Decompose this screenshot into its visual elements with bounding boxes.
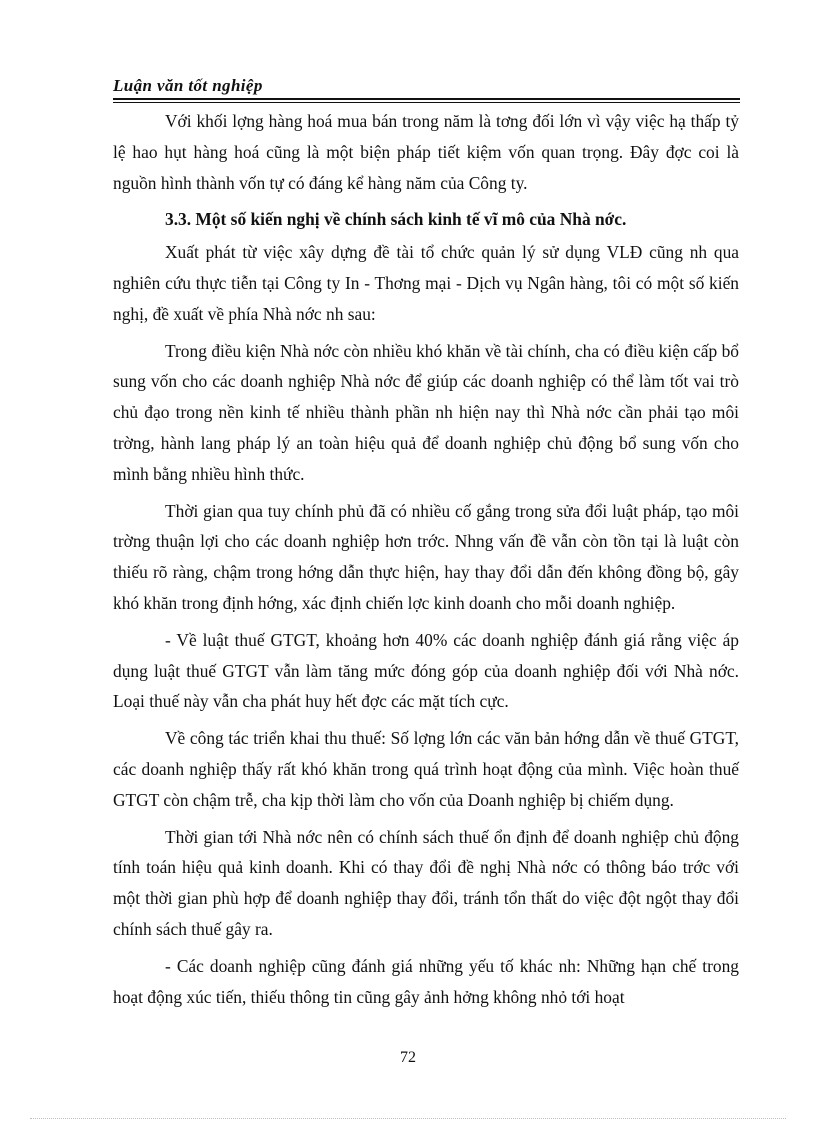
paragraph-stable-tax-policy: Thời gian tới Nhà nớc nên có chính sách thuế ổn định để doanh nghiệp chủ động tính toán hiệu quả kinh doanh. Khi có thay đổi đề nghị Nhà nớc có thông báo trớc với một thời gian phù hợp để doanh nghiệp thay đổi, tránh tổn thất do việc đột ngột thay đổi chính sách thuế gây ra. (113, 826, 739, 939)
paragraph-legal-reform: Thời gian qua tuy chính phủ đã có nhiều cố gắng trong sửa đổi luật pháp, tạo môi trờng thuận lợi cho các doanh nghiệp hơn trớc. Nhng vấn đề vẫn còn tồn tại là luật còn thiếu rõ ràng, chậm trong hớng dẫn thực hiện, hay thay đổi dẫn đến không đồng bộ, gây khó khăn trong định hớng, xác định chiến lợc kinh doanh cho mỗi doanh nghiệp. (113, 500, 739, 613)
body-text (113, 106, 739, 1018)
section-heading-3-3: 3.3. Một số kiến nghị về chính sách kinh tế vĩ mô của Nhà nớc. (165, 209, 627, 230)
paragraph-state-finance: Trong điều kiện Nhà nớc còn nhiều khó khăn về tài chính, cha có điều kiện cấp bổ sung vốn cho các doanh nghiệp Nhà nớc để giúp các doanh nghiệp có thể làm tốt vai trò chủ đạo trong nền kinh tế nhiều thành phần nh hiện nay thì Nhà nớc cần phải tạo môi trờng, hành lang pháp lý an toàn hiệu quả để doanh nghiệp chủ động bổ sung vốn cho mình bằng nhiều hình thức. (113, 340, 739, 484)
header-rule-thick (113, 98, 740, 100)
paragraph-intro-recommendations: Xuất phát từ việc xây dựng đề tài tổ chức quản lý sử dụng VLĐ cũng nh qua nghiên cứu thực tiễn tại Công ty In - Thơng mại - Dịch vụ Ngân hàng, tôi có một số kiến nghị, đề xuất về phía Nhà nớc nh sau: (113, 242, 739, 324)
header-rule-thin (113, 102, 740, 103)
paragraph-other-factors: - Các doanh nghiệp cũng đánh giá những yếu tố khác nh: Những hạn chế trong hoạt động xúc tiến, thiếu thông tin cũng gây ảnh hởng không nhỏ tới hoạt (113, 955, 739, 1007)
running-header: Luận văn tốt nghiệp (113, 76, 263, 95)
page-number: 72 (400, 1049, 416, 1066)
paragraph-tax-collection: Về công tác triển khai thu thuế: Số lợng lớn các văn bản hớng dẫn về thuế GTGT, các doanh nghiệp thấy rất khó khăn trong quá trình hoạt động của mình. Việc hoàn thuế GTGT còn chậm trễ, cha kịp thời làm cho vốn của Doanh nghiệp bị chiếm dụng. (113, 728, 739, 810)
paragraph-vat-law: - Về luật thuế GTGT, khoảng hơn 40% các doanh nghiệp đánh giá rằng việc áp dụng luật thuế GTGT vẫn làm tăng mức đóng góp của doanh nghiệp đối với Nhà nớc. Loại thuế này vẫn cha phát huy hết đợc các mặt tích cực. (113, 629, 739, 712)
page-bottom-divider (30, 1118, 786, 1119)
paragraph-capital-saving: Với khối lợng hàng hoá mua bán trong năm là tơng đối lớn vì vậy việc hạ thấp tỷ lệ hao hụt hàng hoá cũng là một biện pháp tiết kiệm vốn quan trọng. Đây đợc coi là nguồn hình thành vốn tự có đáng kể hàng năm của Công ty. (113, 111, 739, 193)
